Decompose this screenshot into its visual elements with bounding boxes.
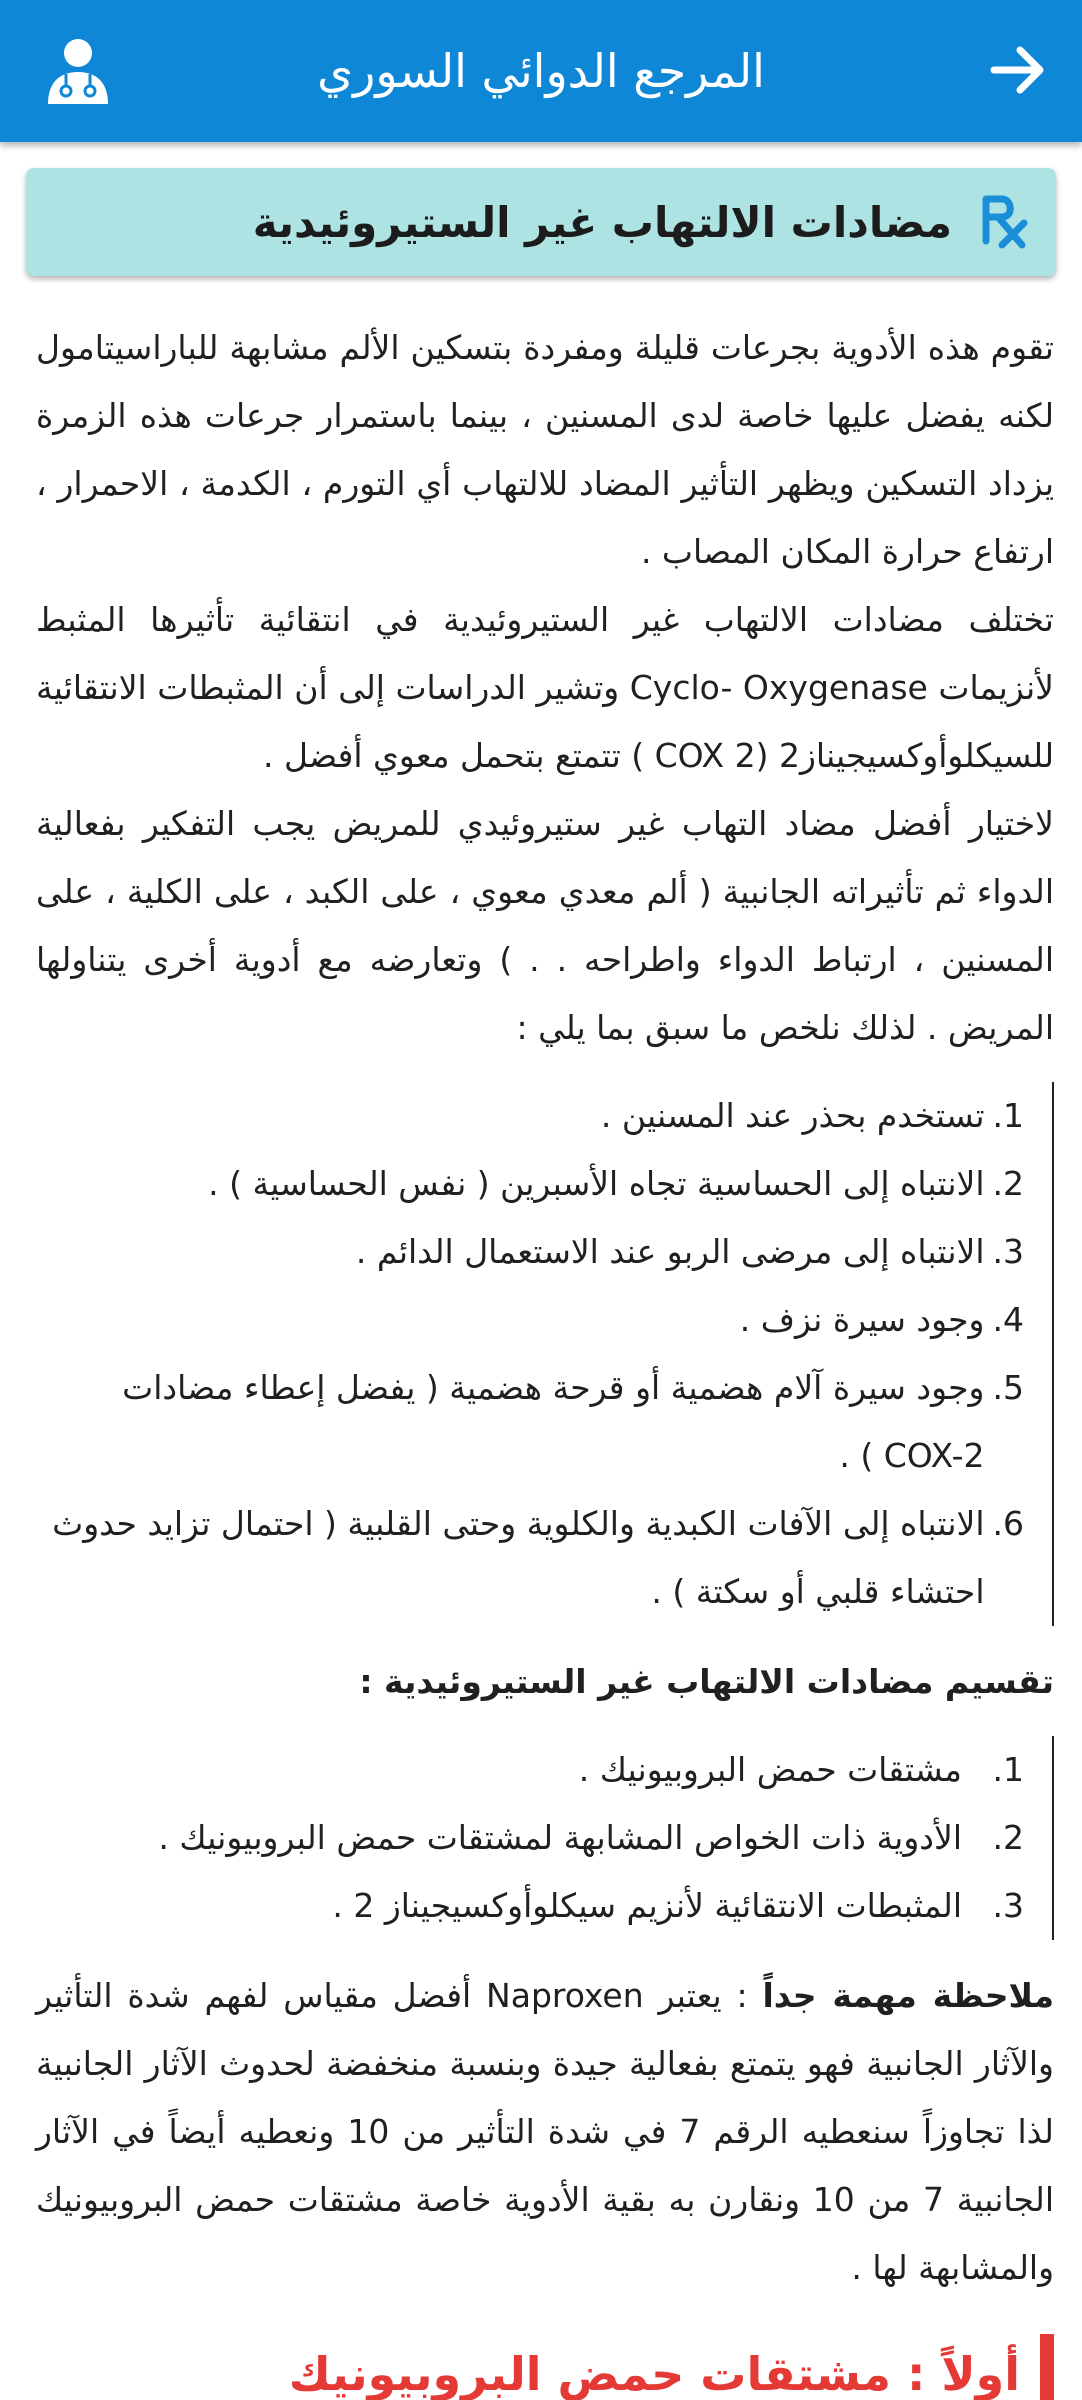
doctor-icon — [46, 38, 110, 106]
app-bar — [0, 0, 1082, 142]
list-item-text: وجود سيرة آلام هضمية أو قرحة هضمية ( يفضل إعطاء مضادات COX-2 ) . — [122, 1368, 985, 1475]
list-item-number: 1. — [992, 1096, 1024, 1135]
rx-icon — [978, 195, 1032, 249]
intro-paragraph: تقوم هذه الأدوية بجرعات قليلة ومفردة بتسكين الألم مشابهة للباراسيتامول لكنه يفضل عليها خاصة لدى المسنين ، بينما باستمرار جرعات هذه الزمرة يزداد التسكين ويظهر التأثير المضاد للالتهاب أي التورم ، الكدمة ، الاحمرار ، ارتفاع حرارة المكان المصاب . — [36, 328, 1054, 571]
list-item-number: 5. — [992, 1368, 1024, 1407]
list-item — [36, 1872, 1024, 1940]
next-section-heading: أولاً : مشتقات حمض البروبيونيك — [289, 2334, 1054, 2400]
list-item — [36, 1804, 1024, 1872]
list-item-number: 1. — [992, 1750, 1024, 1789]
classification-list — [36, 1736, 1054, 1940]
article-content — [36, 314, 1054, 2302]
list-item-text: الانتباه إلى مرضى الربو عند الاستعمال الدائم . — [355, 1232, 985, 1271]
list-item-text: الانتباه إلى الآفات الكبدية والكلوية وحتى القلبية ( احتمال تزايد حدوث احتشاء قلبي أو سكتة ) . — [52, 1504, 985, 1611]
doctor-button[interactable] — [40, 32, 116, 112]
precautions-list — [36, 1082, 1054, 1626]
list-item — [36, 1218, 1024, 1286]
list-item-number: 2. — [992, 1164, 1024, 1203]
app-title: المرجع الدوائي السوري — [317, 44, 765, 98]
list-item-text: المثبطات الانتقائية لأنزيم سيكلوأوكسيجيناز 2 . — [332, 1886, 962, 1925]
list-item-number: 3. — [992, 1886, 1024, 1925]
selection-paragraph: لاختيار أفضل مضاد التهاب غير ستيروئيدي للمريض يجب التفكير بفعالية الدواء ثم تأثيراته الجانبية ( ألم معدي معوي ، على الكبد ، على الكلية ، على المسنين ، ارتباط الدواء واطراحه . . ) وتعارضه مع أدوية أخرى يتناولها المريض . لذلك نلخص ما سبق بما يلي : — [36, 804, 1054, 1047]
list-item-text: الأدوية ذات الخواص المشابهة لمشتقات حمض البروبيونيك . — [158, 1818, 962, 1857]
list-item — [36, 1490, 1024, 1626]
list-item-number: 4. — [992, 1300, 1024, 1339]
list-item-text: وجود سيرة نزف . — [739, 1300, 985, 1339]
list-item-text: تستخدم بحذر عند المسنين . — [600, 1096, 985, 1135]
back-button[interactable] — [978, 30, 1058, 110]
list-item-number: 3. — [992, 1232, 1024, 1271]
list-item-text: مشتقات حمض البروبيونيك . — [578, 1750, 962, 1789]
classification-heading: تقسيم مضادات الالتهاب غير الستيروئيدية : — [359, 1662, 1054, 1701]
cox-paragraph: تختلف مضادات الالتهاب غير الستيروئيدية في انتقائية تأثيرها المثبط لأنزيمات Cyclo- Oxygenase وتشير الدراسات إلى أن المثبطات الانتقائية للسيكلوأوكسيجيناز2 (COX 2 ) تتمتع بتحمل معوي أفضل . — [36, 600, 1055, 775]
list-item — [36, 1286, 1024, 1354]
note-label: ملاحظة مهمة جداً — [762, 1976, 1054, 2015]
arrow-right-icon — [986, 38, 1050, 102]
note-text: : يعتبر Naproxen أفضل مقياس لفهم شدة التأثير والآثار الجانبية فهو يتمتع بفعالية جيدة وبنسبة منخفضة لحدوث الآثار الجانبية لذا تجاوزاً سنعطيه الرقم 7 في شدة التأثير من 10 ونعطيه أيضاً في الآثار الجانبية 7 من 10 ونقارن به بقية الأدوية خاصة مشتقات حمض البروبيونيك والمشابهة لها . — [36, 1976, 1054, 2287]
section-header-card — [26, 168, 1056, 276]
list-item — [36, 1736, 1024, 1804]
list-item-number: 2. — [992, 1818, 1024, 1857]
list-item-number: 6. — [992, 1504, 1024, 1543]
list-item-text: الانتباه إلى الحساسية تجاه الأسبرين ( نفس الحساسية ) . — [208, 1164, 985, 1203]
important-note — [36, 1962, 1054, 2302]
list-item — [36, 1354, 1024, 1490]
list-item — [36, 1150, 1024, 1218]
list-item — [36, 1082, 1024, 1150]
section-title: مضادات الالتهاب غير الستيروئيدية — [252, 197, 952, 247]
